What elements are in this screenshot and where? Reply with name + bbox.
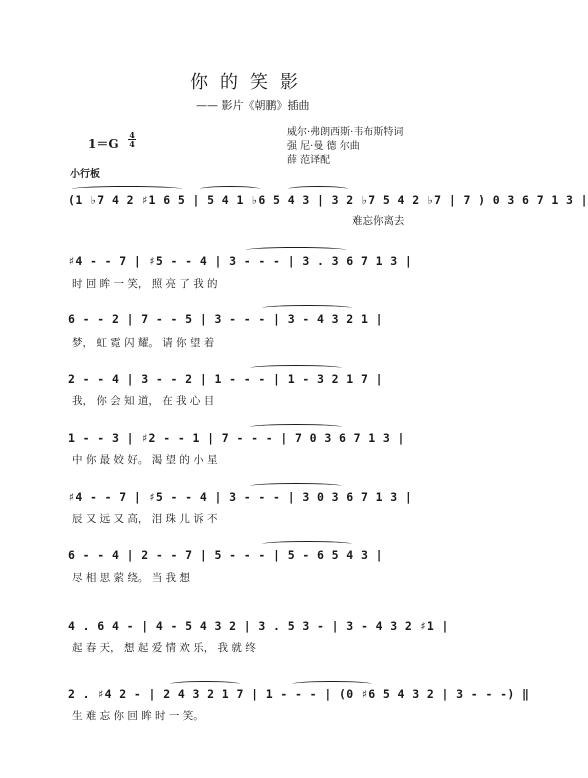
slur-mark xyxy=(246,247,346,253)
credits xyxy=(287,126,403,168)
slur-mark xyxy=(262,541,352,547)
score-line-6-lyrics: 辰 又 远 又 高， 泪 珠 儿 诉 不 xyxy=(72,513,218,525)
credit-composer: 强 尼·曼 德 尔曲 xyxy=(287,141,360,152)
score-line-5-notes: 1 - - 3 | ♯2 - - 1 | 7 - - - | 7 0 3 6 7 1 3 | xyxy=(68,431,405,445)
score-line-7-lyrics: 尽 相 思 萦 绕。 当 我 想 xyxy=(72,572,190,584)
score-line-4-notes: 2 - - 4 | 3 - - 2 | 1 - - - | 1 - 3 2 1 7 | xyxy=(68,372,383,386)
slur-mark xyxy=(292,681,372,687)
slur-mark xyxy=(170,681,240,687)
score-line-1-notes: (1 ♭7 4 2 ♯1 6 5 | 5 4 1 ♭6 5 4 3 | 3 2 ♭7 5 4 2 ♭7 | 7 ) 0 3 6 7 1 3 | xyxy=(68,193,588,207)
key-signature: 1＝G xyxy=(88,137,119,151)
score-line-2-notes: ♯4 - - 7 | ♯5 - - 4 | 3 - - - | 3 . 3 6 7 1 3 | xyxy=(68,254,413,268)
song-subtitle: —— 影片《朝鹏》插曲 xyxy=(196,99,310,112)
slur-mark xyxy=(262,305,352,311)
song-title: 你的笑影 xyxy=(190,72,310,93)
credit-lyricist: 威尔·弗朗西斯·韦布斯特词 xyxy=(287,127,404,138)
time-signature-top: 4 xyxy=(129,130,135,140)
score-line-8-notes: 4 . 6 4 - | 4 - 5 4 3 2 | 3 . 5 3 - | 3 - 4 3 2 ♯1 | xyxy=(68,619,449,633)
score-line-2-lyrics: 时 回 眸 一 笑， 照 亮 了 我 的 xyxy=(72,278,218,290)
slur-mark xyxy=(288,186,348,192)
slur-mark xyxy=(250,365,342,371)
tempo-marking: 小行板 xyxy=(70,169,100,180)
score-line-5-lyrics: 中 你 最 姣 好。 渴 望 的 小 星 xyxy=(72,454,218,466)
score-line-6-notes: ♯4 - - 7 | ♯5 - - 4 | 3 - - - | 3 0 3 6 7 1 3 | xyxy=(68,490,413,504)
score-line-9-lyrics: 生 难 忘 你 回 眸 时 一 笑。 xyxy=(72,710,204,722)
score-line-3-notes: 6 - - 2 | 7 - - 5 | 3 - - - | 3 - 4 3 2 1 | xyxy=(68,312,383,326)
score-line-7-notes: 6 - - 4 | 2 - - 7 | 5 - - - | 5 - 6 5 4 3 | xyxy=(68,548,383,562)
score-line-1-lyrics: 难忘你离去 xyxy=(352,215,405,227)
slur-mark xyxy=(250,424,342,430)
credit-translator: 薛 范译配 xyxy=(287,155,331,166)
score-line-9-notes: 2 . ♯4 2 - | 2 4 3 2 1 7 | 1 - - - | (0 ♯6 5 4 3 2 | 3 - - -) ‖ xyxy=(68,687,530,701)
score-line-8-lyrics: 起 春 天， 想 起 爱 情 欢 乐， 我 就 终 xyxy=(72,642,256,654)
slur-mark xyxy=(72,186,182,192)
time-signature-bottom: 4 xyxy=(129,139,135,149)
slur-mark xyxy=(200,186,260,192)
slur-mark xyxy=(250,483,342,489)
score-line-4-lyrics: 我， 你 会 知 道， 在 我 心 目 xyxy=(72,395,215,407)
time-signature xyxy=(128,131,136,148)
score-line-3-lyrics: 梦， 虹 霓 闪 耀。 请 你 望 着 xyxy=(72,337,215,349)
